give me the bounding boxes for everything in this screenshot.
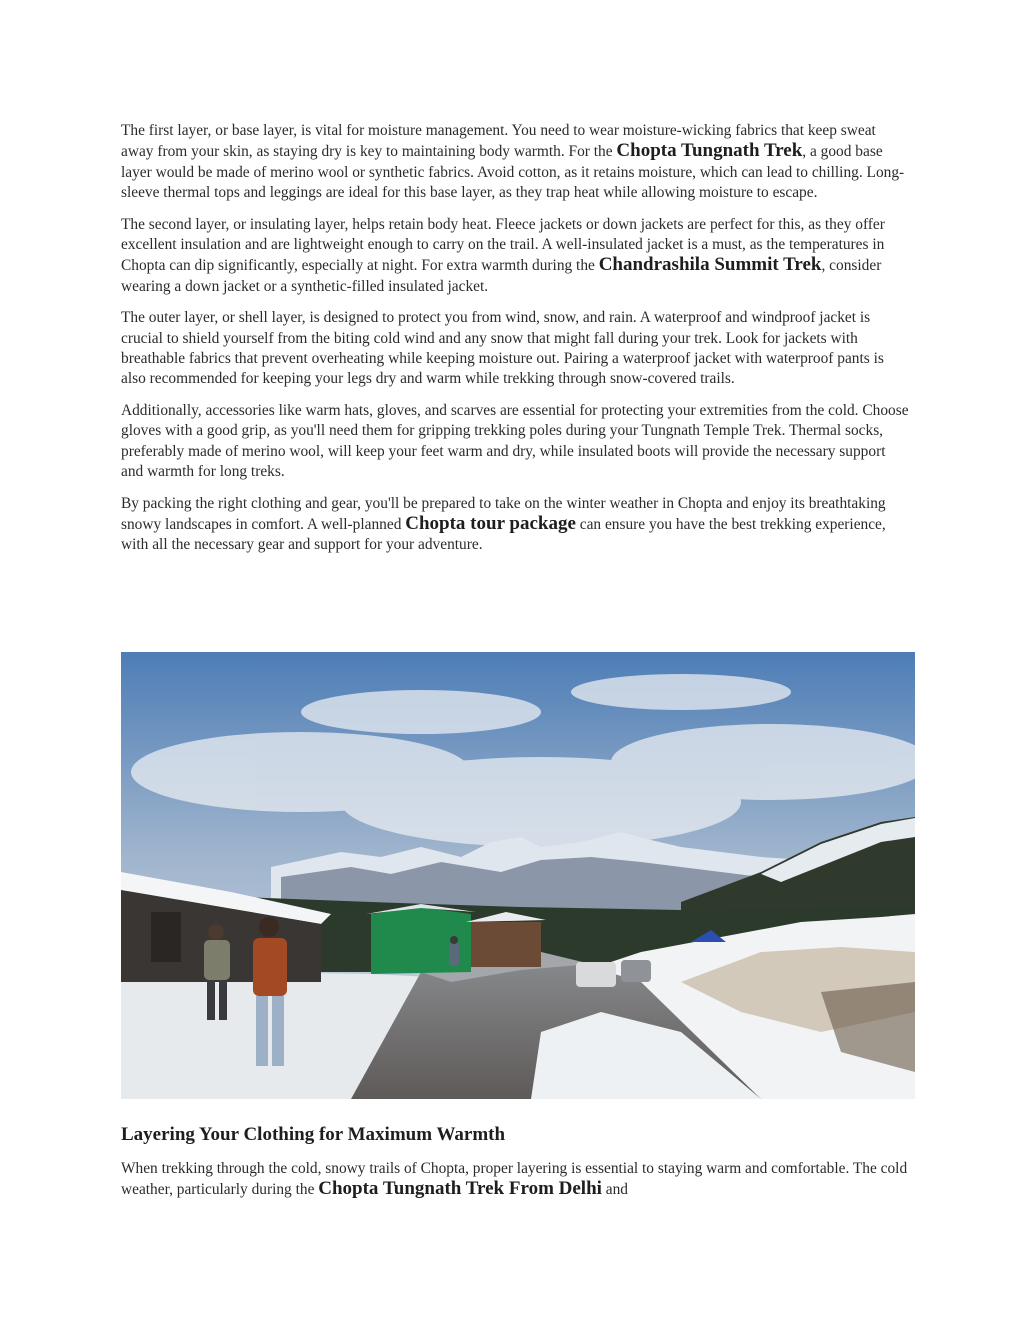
paragraph-accessories: Additionally, accessories like warm hats, gloves, and scarves are essential for protecting your extremities from the cold. Choose gloves with a good grip, as you'll need them for gripping trekking poles during your Tungnath Temple Trek. Thermal socks, preferably made of merino wool, will keep your feet warm and dry, while insulated boots will provide the necessary support and warmth for long treks. bbox=[121, 401, 909, 481]
paragraph-packing: By packing the right clothing and gear, you'll be prepared to take on the winter weather in Chopta and enjoy its breathtaking snowy landscapes in comfort. A well-planned Chopta tour package can ensure you have the best trekking experience, with all the necessary gear and support for your adventure. bbox=[121, 494, 886, 554]
paragraph-base-layer: The first layer, or base layer, is vital for moisture management. You need to wear moisture-wicking fabrics that keep sweat away from your skin, as staying dry is key to maintaining body warmth. For the Chopta Tungnath Trek, a good base layer would be made of merino wool or synthetic fabrics. Avoid cotton, as it retains moisture, which can lead to chilling. Long-sleeve thermal tops and leggings are ideal for this base layer, as they trap heat while allowing moisture to escape. bbox=[121, 122, 905, 202]
snowy-trail-photo bbox=[121, 652, 915, 1099]
paragraph-insulating-layer: The second layer, or insulating layer, helps retain body heat. Fleece jackets or down jackets are perfect for this, as they offer excellent insulation and are lightweight enough to carry on the trail. A well-insulated jacket is a must, as the temperatures in Chopta can dip significantly, especially at night. For extra warmth during the Chandrashila Summit Trek, consider wearing a down jacket or a synthetic-filled insulated jacket. bbox=[121, 215, 885, 295]
section-heading: Layering Your Clothing for Maximum Warmth bbox=[121, 1124, 506, 1145]
paragraph-outer-layer: The outer layer, or shell layer, is designed to protect you from wind, snow, and rain. A waterproof and windproof jacket is crucial to shield yourself from the biting cold wind and any snow that might fall during your trek. Look for jackets with breathable fabrics that prevent overheating while keeping moisture out. Pairing a waterproof jacket with waterproof pants is also recommended for keeping your legs dry and warm while trekking through snow-covered trails. bbox=[121, 309, 884, 388]
link-chopta-tungnath-trek[interactable]: Chopta Tungnath Trek bbox=[616, 140, 803, 162]
article-body bbox=[121, 121, 911, 567]
link-chopta-tungnath-trek-from-delhi[interactable]: Chopta Tungnath Trek From Delhi bbox=[318, 1178, 602, 1200]
paragraph-layering-intro: When trekking through the cold, snowy trails of Chopta, proper layering is essential to staying warm and comfortable. The cold weather, particularly during the Chopta Tungnath Trek From Delhi and bbox=[121, 1160, 908, 1200]
link-chopta-tour-package[interactable]: Chopta tour package bbox=[405, 512, 576, 534]
link-chandrashila-summit-trek[interactable]: Chandrashila Summit Trek bbox=[598, 254, 822, 276]
section-body bbox=[121, 1159, 911, 1212]
